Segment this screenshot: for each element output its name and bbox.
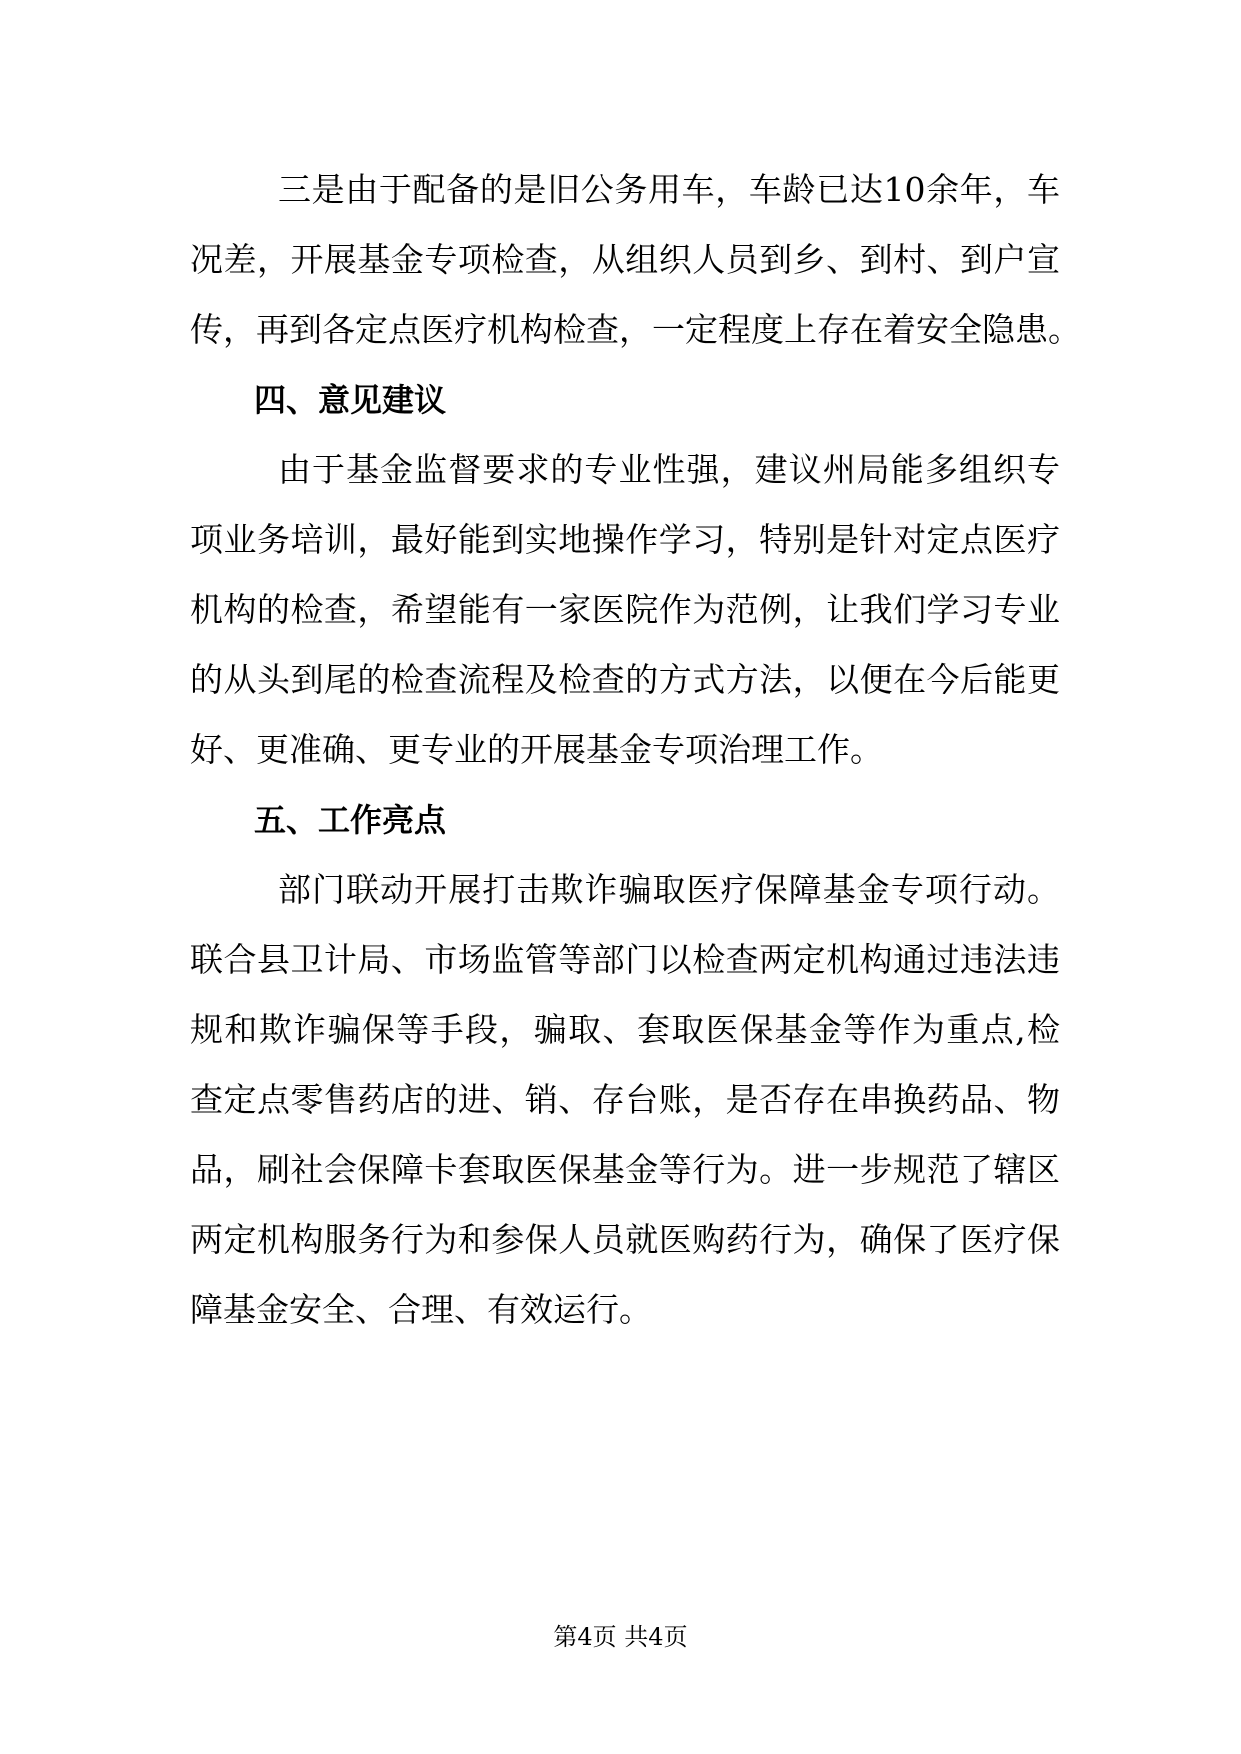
page-number-footer: 第4页 共4页 (553, 1623, 688, 1651)
paragraph-line: 项业务培训，最好能到实地操作学习，特别是针对定点医疗 (190, 520, 1060, 559)
paragraph-line: 传，再到各定点医疗机构检查，一定程度上存在着安全隐患。 (190, 310, 1081, 349)
paragraph-line: 规和欺诈骗保等手段，骗取、套取医保基金等作为重点,检 (190, 1010, 1060, 1049)
paragraph-line: 况差，开展基金专项检查，从组织人员到乡、到村、到户宣 (190, 240, 1060, 279)
section-heading: 五、工作亮点 (254, 801, 447, 839)
paragraph-line: 好、更准确、更专业的开展基金专项治理工作。 (190, 730, 883, 769)
paragraph-line: 由于基金监督要求的专业性强，建议州局能多组织专 (278, 450, 1060, 489)
paragraph-line: 两定机构服务行为和参保人员就医购药行为，确保了医疗保 (190, 1220, 1060, 1259)
paragraph-line: 障基金安全、合理、有效运行。 (190, 1290, 652, 1329)
paragraph-line: 部门联动开展打击欺诈骗取医疗保障基金专项行动。 (278, 870, 1060, 909)
paragraph-line: 机构的检查，希望能有一家医院作为范例，让我们学习专业 (190, 590, 1060, 629)
paragraph-line: 联合县卫计局、市场监管等部门以检查两定机构通过违法违 (190, 940, 1060, 979)
paragraph-line: 的从头到尾的检查流程及检查的方式方法，以便在今后能更 (190, 660, 1060, 699)
section-heading: 四、意见建议 (254, 381, 447, 419)
paragraph-line: 品，刷社会保障卡套取医保基金等行为。进一步规范了辖区 (190, 1150, 1060, 1189)
paragraph-line: 查定点零售药店的进、销、存台账，是否存在串换药品、物 (190, 1080, 1060, 1119)
paragraph-line: 三是由于配备的是旧公务用车，车龄已达10余年，车 (278, 170, 1060, 209)
